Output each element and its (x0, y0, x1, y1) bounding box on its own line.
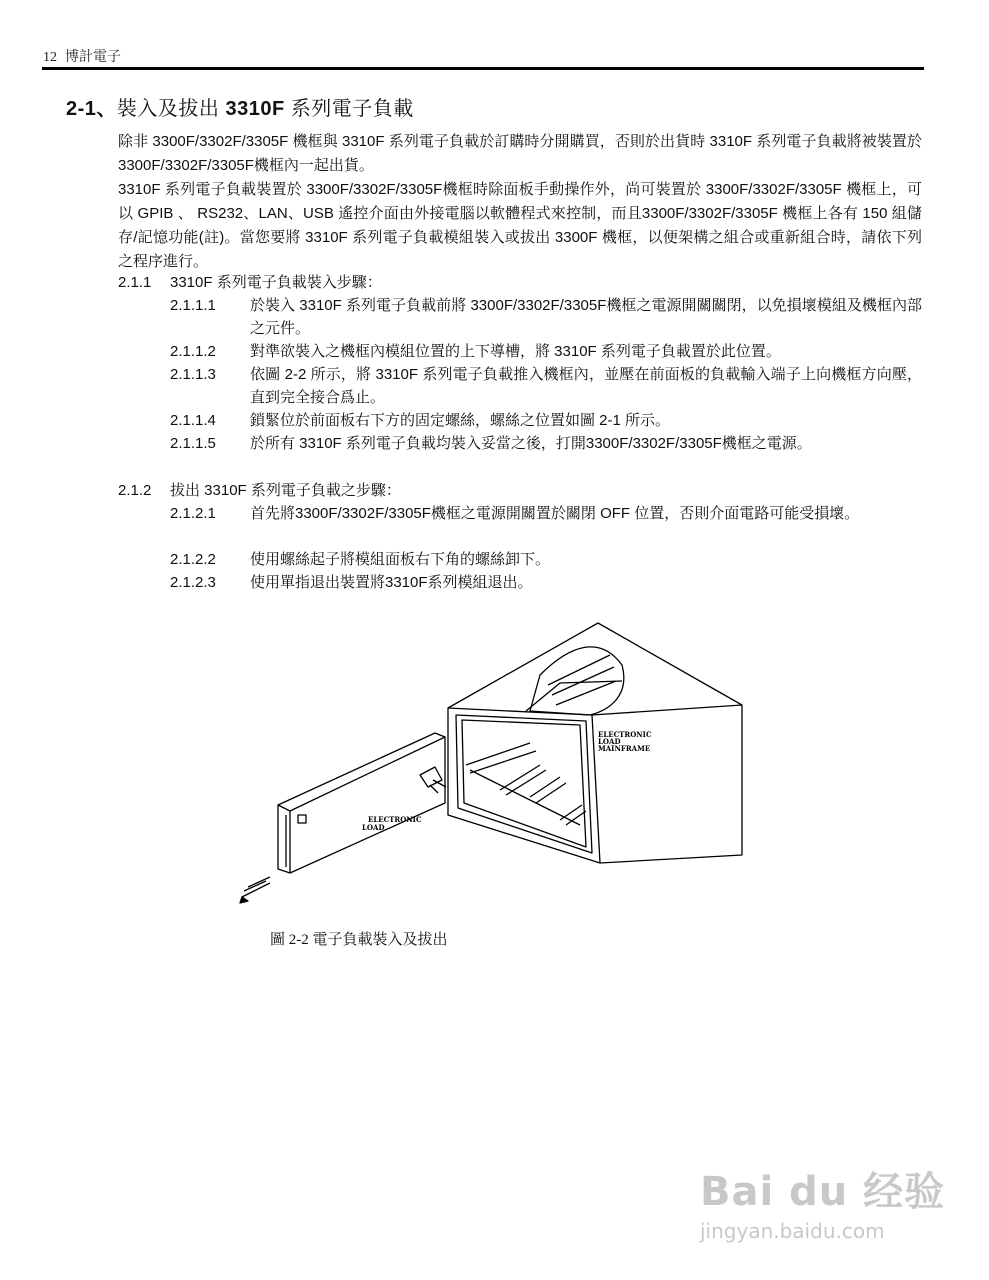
step-text: 首先將3300F/3302F/3305F機框之電源開關置於關閉 OFF 位置，否則介面電路可能受損壞。 (250, 505, 860, 522)
step-number: 2.1.2.1 (170, 505, 216, 522)
step-number: 2.1.1.2 (170, 343, 216, 360)
watermark-logo: Bai du 经验 (700, 1169, 946, 1215)
step-number: 2.1.1.5 (170, 435, 216, 452)
subsection-title: 3310F 系列電子負載裝入步驟： (170, 274, 382, 291)
step-text: 於裝入 3310F 系列電子負載前將 3300F/3302F/3305F機框之電源開關關閉，以免損壞模組及機框內部之元件。 (250, 297, 922, 337)
module-label-line-2: LOAD (362, 823, 385, 832)
mainframe-label-line-2: LOAD (598, 737, 621, 746)
header-rule (42, 67, 924, 70)
intro-paragraph-1: 除非 3300F/3302F/3305F 機框與 3310F 系列電子負載於訂購時分開購買，否則於出貨時 3310F 系列電子負載將被裝置於 3300F/3302F/3305F機框內一起出貨。 (118, 133, 922, 174)
step-text: 對準欲裝入之機框內模組位置的上下導槽，將 3310F 系列電子負載置於此位置。 (250, 343, 781, 360)
section-number: 2-1、 (66, 98, 117, 120)
step-number: 2.1.1.3 (170, 366, 216, 383)
mainframe-label-line-3: MAINFRAME (598, 744, 651, 753)
step-number: 2.1.2.3 (170, 574, 216, 591)
section-title-cjk: 裝入及拔出 (116, 98, 220, 120)
module-label-line-1: ELECTRONIC (368, 815, 422, 824)
section-title-tail: 系列電子負載 (290, 98, 414, 120)
book-title: 博計電子 (65, 50, 121, 65)
subsection-number: 2.1.1 (118, 274, 152, 291)
step-number: 2.1.2.2 (170, 551, 216, 568)
watermark-url: jingyan.baidu.com (700, 1219, 885, 1243)
intro-paragraph-2: 3310F 系列電子負載裝置於 3300F/3302F/3305F機框時除面板手動操作外，尚可裝置於 3300F/3302F/3305F 機框上，可以 GPIB 、 RS232、LAN、USB 遙控介面由外接電腦以軟體程式來控制，而且3300F/3302F/3305F 機框上各有 150 組儲存/記憶功能(註)。當您要將 3310F 系列電子負載模組裝入或拔出 3300F 機框，以便架構之組合或重新組合時，請依下列之程序進行。 (118, 181, 922, 270)
step-text: 使用螺絲起子將模組面板右下角的螺絲卸下。 (250, 551, 551, 568)
watermark (700, 1160, 945, 1243)
step-text: 使用單指退出裝置將3310F系列模組退出。 (250, 574, 533, 591)
subsection-title: 拔出 3310F 系列電子負載之步驟： (170, 482, 401, 499)
figure-caption: 圖 2-2 電子負載裝入及拔出 (270, 932, 448, 948)
step-text: 於所有 3310F 系列電子負載均裝入妥當之後，打開3300F/3302F/3305F機框之電源。 (250, 435, 812, 452)
step-number: 2.1.1.1 (170, 297, 216, 314)
page-number: 12 (43, 50, 57, 65)
step-text: 依圖 2-2 所示，將 3310F 系列電子負載推入機框內，並壓在前面板的負載輸入端子上向機框方向壓，直到完全接合爲止。 (250, 366, 922, 406)
step-number: 2.1.1.4 (170, 412, 216, 429)
running-header (43, 46, 121, 66)
step-text: 鎖緊位於前面板右下方的固定螺絲，螺絲之位置如圖 2-1 所示。 (250, 412, 671, 429)
subsection-number: 2.1.2 (118, 482, 152, 499)
section-model: 3310F (225, 98, 285, 120)
load-insertion-illustration (230, 615, 760, 915)
mainframe-label-line-1: ELECTRONIC (598, 730, 652, 739)
section-title (66, 92, 414, 121)
